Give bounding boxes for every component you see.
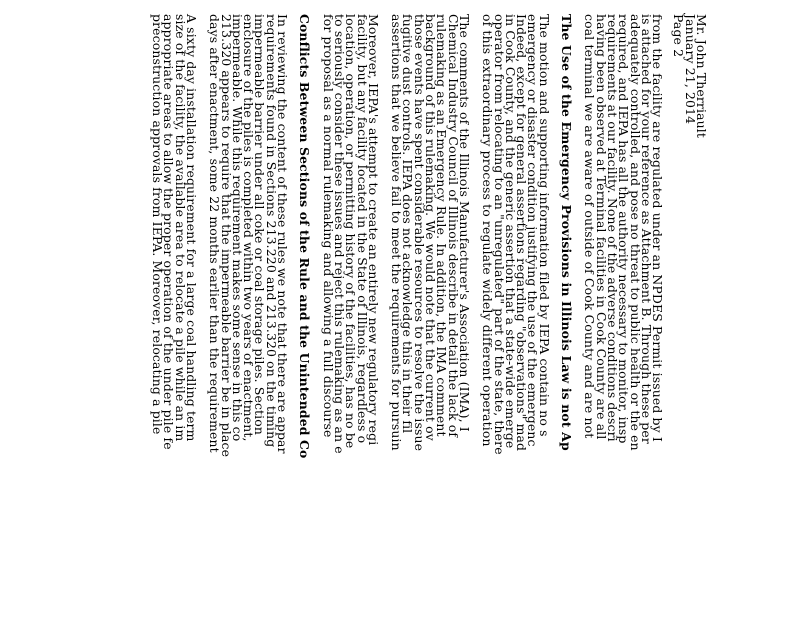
paragraph-line: for proposal as a normal rulemaking and allowing a full discourse xyxy=(320,14,336,438)
paragraph-line: location, operation, or permitting history of the facilities, has no be xyxy=(343,14,359,449)
paragraph-line: in Cook County, and the generic assertion that a state-wide emerge xyxy=(502,14,518,449)
paragraph-line: is attached for your reference as Attachment B. Through these per xyxy=(638,14,654,444)
paragraph-line: size of the facility, the available area to relocate a pile while an im xyxy=(172,14,188,442)
paragraph-line: Chemical Industry Council of Illinois describe in detail the lack of xyxy=(445,14,461,438)
paragraph xyxy=(582,14,666,618)
page-number-line: Page 2 xyxy=(671,14,687,58)
paragraph xyxy=(320,14,381,618)
paragraph-line: assertions that we believe fail to meet the requirements for pursuin xyxy=(389,14,405,451)
paragraph-line: requirements at our facility. None of the adverse conditions descri xyxy=(604,14,620,442)
paragraph-line: having been observed at Terminal facilities in Cook County are all xyxy=(593,14,609,440)
paragraph-line: preconstruction approvals from IEPA. Moreover, relocating a pile xyxy=(150,14,166,435)
paragraph-line: background of this rulemaking. We would note that the current ov xyxy=(423,14,439,441)
paragraph-line: adequately controlled, and pose no threat to public health or the en xyxy=(627,14,643,451)
paragraph-line: A sixty day installation requirement for a large coal handling term xyxy=(184,14,200,442)
paragraph-line: requirements found in Sections 213.220 and 213.320 on the timing xyxy=(263,14,279,448)
paragraph-line: 213.320 appears to require that the impermeable barrier be in place xyxy=(218,14,234,458)
paragraph xyxy=(391,14,470,618)
section-heading: The Use of the Emergency Provisions in Illinois Law is not Ap xyxy=(559,14,575,451)
paragraph-line: coal terminal we are aware of outside of Cook County and are not xyxy=(582,14,598,439)
paragraph-line: from the facility are regulated under an NPDES Permit issued by I xyxy=(650,14,666,442)
paragraph-line: facility, but any facility located in the State of Illinois, regardless o xyxy=(354,14,370,444)
recipient-line: Mr. John Therriault xyxy=(694,14,709,138)
paragraph-line: operator from relocating to an "unregulated" part of the state, there xyxy=(491,14,507,455)
paragraph xyxy=(150,14,200,618)
section-heading: Conflicts Between Sections of the Rule and the Unintended Co xyxy=(297,14,313,459)
paragraph-line: of this extraordinary process to regulate widely different operation xyxy=(480,14,496,447)
date-line: January 21, 2014 xyxy=(682,14,698,125)
paragraph-line: required, and IEPA has all the authority necessary to monitor, insp xyxy=(616,14,632,444)
paragraph-line: days after enactment, some 22 months earlier than the requirement xyxy=(207,14,223,453)
paragraph-line: Indeed, except for general assertions regarding "observations" mad xyxy=(514,14,530,452)
paragraph-line: Moreover, IEPA's attempt to create an entirely new regulatory regi xyxy=(365,14,381,446)
paragraph-line: The motion and supporting information filed by IEPA contain no s xyxy=(536,14,552,437)
paragraph-line: emergency or disaster condition justifying the use of the emergenc xyxy=(525,14,541,447)
paragraph-line: those events have spent considerable resources to resolve the issue xyxy=(411,14,427,452)
paragraph-line: The comments of the Illinois Manufacturer's Association (IMA), I xyxy=(456,14,472,432)
paragraph-line: rulemaking as an Emergency Rule. In addition, the IMA comment xyxy=(434,14,450,437)
paragraphs xyxy=(150,14,666,618)
paragraph-line: impermeable barrier under all coke or coal storage piles. Section xyxy=(252,14,268,436)
paragraph xyxy=(207,14,291,618)
paragraph xyxy=(482,14,550,618)
paragraph-line: impermeable. While this requirement makes some sense in this co xyxy=(229,14,245,442)
paragraph-line: appropriate areas to allow the proper operation of the under pile fe xyxy=(161,14,177,450)
paragraph-line: In reviewing the content of these rules we note that there are appar xyxy=(275,14,291,454)
paragraph-line: to seriously consider these issues and reject this rulemaking as an e xyxy=(331,14,347,454)
letter-header xyxy=(673,14,707,618)
letter-body xyxy=(140,14,707,618)
paragraph-line: enclosure of the piles is completed within two years of enactment, xyxy=(241,14,257,442)
paragraph-line: fugitive dust controls. IEPA does not acknowledge this in their fil xyxy=(400,14,416,434)
